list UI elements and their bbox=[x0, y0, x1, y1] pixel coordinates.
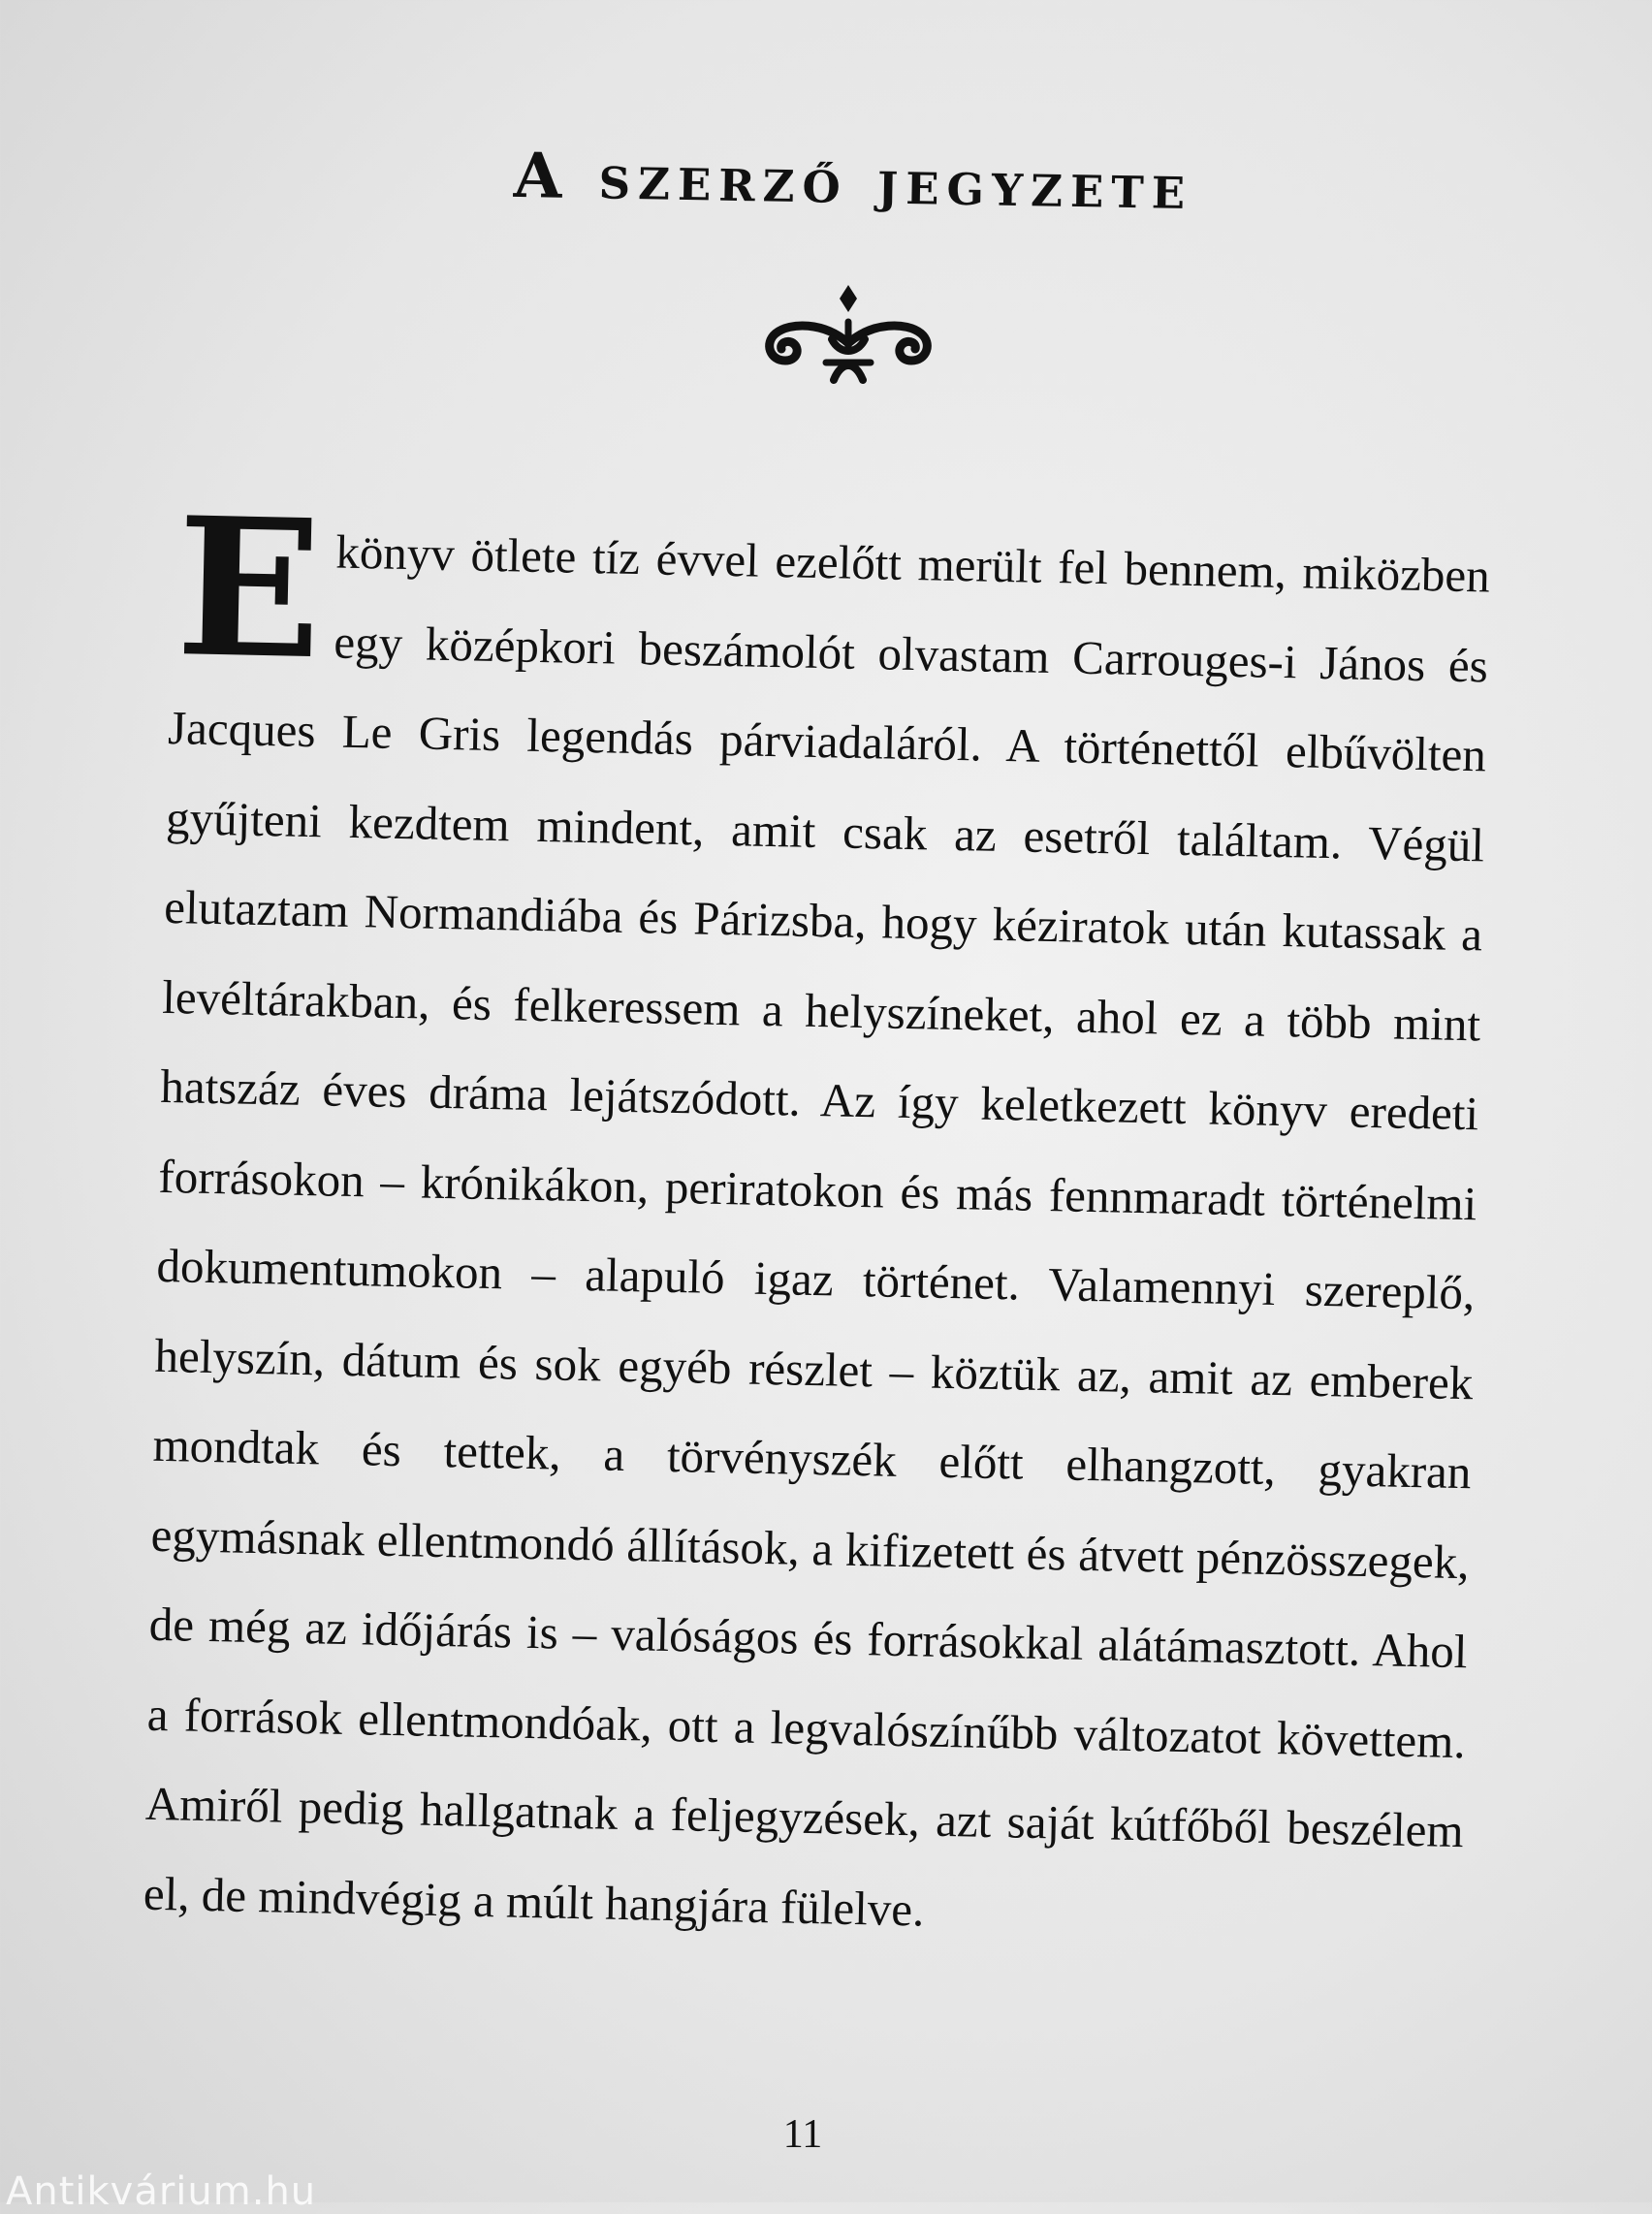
page-number: 11 bbox=[782, 2112, 823, 2157]
watermark: Antikvárium.hu bbox=[6, 2169, 317, 2214]
fleuron-icon bbox=[756, 283, 940, 390]
paragraph-text: könyv ötlete tíz évvel ezelőtt merült fel bennem, miközben egy középkori beszámolót olvastam Carrouges-i János és Jacques Le Gris legendás párviadaláról. A történettől elbűvölten gyűjteni kezdtem mindent, amit csak az esetről találtam. Végül elutaztam Normandiába és Párizsba, hogy kéziratok után kutassak a levéltárakban, és felkeressem a helyszíneket, ahol ez a több mint hatszáz éves dráma lejátszódott. Az így keletkezett könyv eredeti forrásokon – krónikákon, periratokon és más fennmaradt történelmi dokumentumokon – alapuló igaz történet. Valamennyi szereplő, helyszín, dátum és sok egyéb részlet – köztük az, amit az emberek mondtak és tettek, a törvényszék előtt elhangzott, gyakran egymásnak ellentmondó állítások, a kifizetett és átvett pénzösszegek, de még az időjárás is – valóságos és forrásokkal alátámasztott. Ahol a források ellentmondóak, ott a legvalószínűbb változatot követtem. Amiről pedig hallgatnak a feljegyzések, azt saját kútfőből beszélem el, de mindvégig a múlt hangjára fülelve. bbox=[143, 524, 1491, 1937]
chapter-title: A szerző jegyzete bbox=[513, 139, 1193, 225]
main-paragraph bbox=[143, 476, 1491, 1966]
drop-cap: E bbox=[174, 476, 324, 703]
